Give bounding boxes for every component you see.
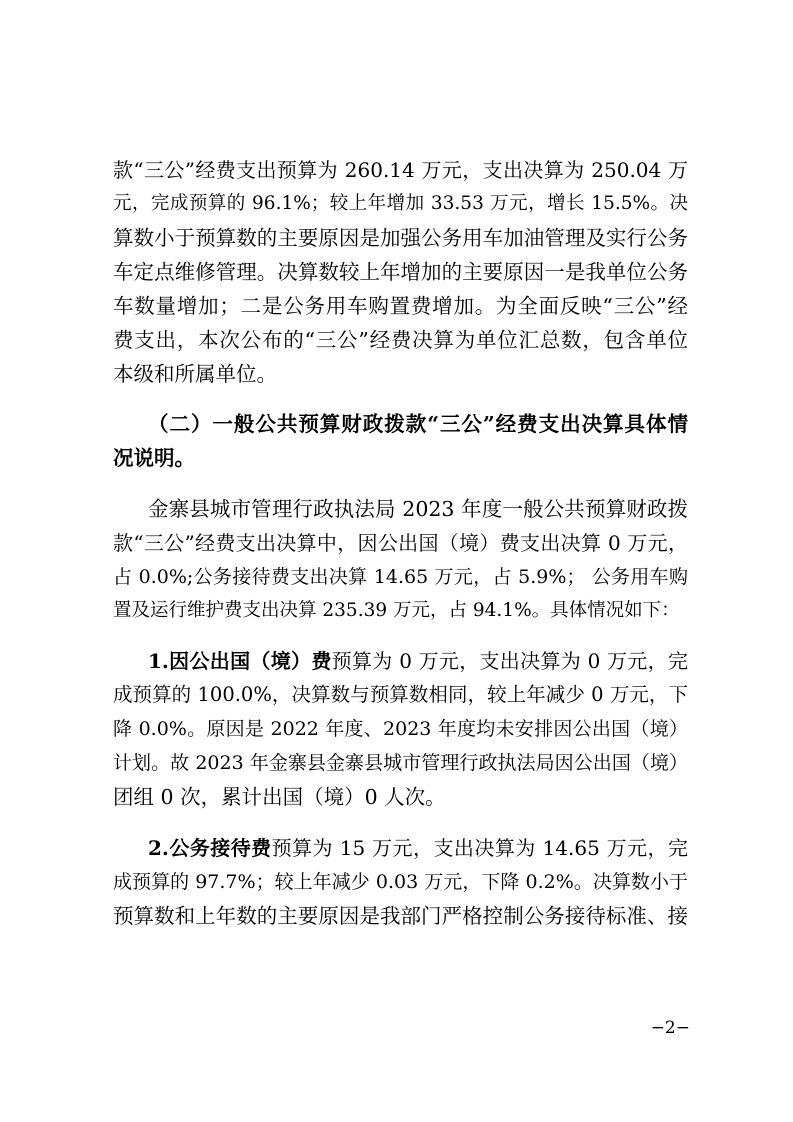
paragraph-line: 车数量增加；二是公务用车购置费增加。为全面反映“三公”经: [113, 294, 688, 318]
paragraph-line: 降 0.0%。原因是 2022 年度、2023 年度均未安排因公出国（境）: [113, 718, 688, 740]
paragraph-line: 计划。故 2023 年金寨县金寨县城市管理行政执法局因公出国（境）: [113, 752, 688, 774]
item-text: 预算为 0 万元，支出决算为 0 万元，完: [331, 649, 688, 673]
item-first-line: [148, 645, 688, 677]
paragraph-line: 款“三公”经费支出决算中，因公出国（境）费支出决算 0 万元，: [113, 531, 688, 555]
paragraph-line: 款“三公”经费支出预算为 260.14 万元，支出决算为 250.04 万: [113, 158, 688, 182]
paragraph-line: 本级和所属单位。: [113, 362, 277, 386]
paragraph-line: 成预算的 100.0%，决算数与预算数相同，较上年减少 0 万元，下: [113, 683, 688, 706]
item-label: 2.公务接待费: [148, 836, 272, 860]
section-heading: （二）一般公共预算财政拨款“三公”经费支出决算具体情: [148, 412, 688, 436]
paragraph-line: 元，完成预算的 96.1%；较上年增加 33.53 万元，增长 15.5%。决: [113, 193, 688, 214]
paragraph-line: 置及运行维护费支出决算 235.39 万元，占 94.1%。具体情况如下：: [113, 600, 680, 621]
item-text: 预算为 15 万元，支出决算为 14.65 万元，完: [271, 836, 688, 860]
section-heading-continued: 况说明。: [113, 446, 195, 470]
paragraph-line: 占 0.0%;公务接待费支出决算 14.65 万元，占 5.9%； 公务用车购: [113, 566, 688, 588]
page-number: −2−: [650, 1018, 690, 1038]
paragraph-line: 金寨县城市管理行政执法局 2023 年度一般公共预算财政拨: [148, 497, 688, 521]
paragraph-line: 团组 0 次，累计出国（境）0 人次。: [113, 785, 446, 809]
paragraph-line: 成预算的 97.7%；较上年减少 0.03 万元，下降 0.2%。决算数小于: [113, 871, 688, 893]
paragraph-line: 费支出，本次公布的“三公”经费决算为单位汇总数，包含单位: [113, 328, 688, 352]
paragraph-line: 预算数和上年数的主要原因是我部门严格控制公务接待标准、接: [113, 904, 688, 928]
paragraph-line: 算数小于预算数的主要原因是加强公务用车加油管理及实行公务: [113, 226, 688, 250]
item-label: 1.因公出国（境）费: [148, 649, 332, 673]
paragraph-line: 车定点维修管理。决算数较上年增加的主要原因一是我单位公务: [113, 260, 688, 284]
item-first-line: [148, 832, 688, 864]
